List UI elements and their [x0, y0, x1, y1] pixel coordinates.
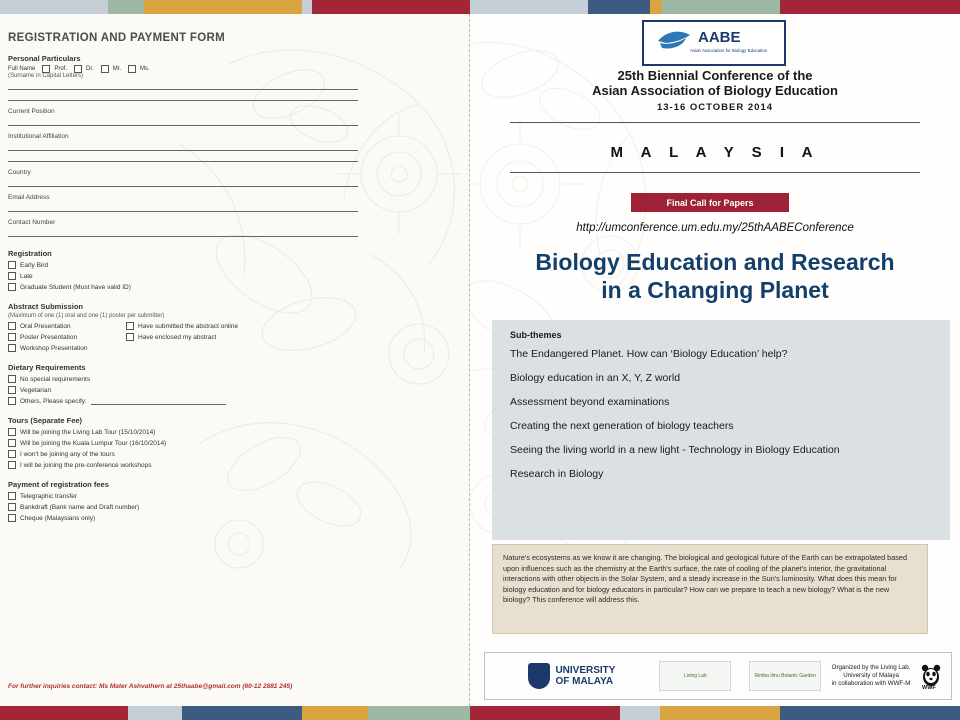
form-title: REGISTRATION AND PAYMENT FORM [8, 32, 225, 44]
fullname-hint: (Surname in Capital Letters) [8, 73, 84, 79]
country-input[interactable] [8, 177, 358, 187]
bottom-bar-3 [302, 706, 368, 720]
divider-top [510, 122, 920, 123]
subthemes-panel [492, 320, 950, 540]
current-position-input[interactable] [8, 116, 358, 126]
tour-option-none[interactable]: I won't be joining any of the tours [8, 450, 358, 458]
abstract-option-enclosed[interactable]: Have enclosed my abstract [126, 333, 216, 341]
top-bar-7 [650, 0, 662, 14]
aabe-logo [642, 20, 786, 66]
conference-title [490, 68, 940, 98]
email-input[interactable] [8, 202, 358, 212]
dietary-option-others[interactable]: Others. Please specify: [8, 397, 358, 405]
abstract-text: Nature's ecosystems as we know it are changing. The biological and geological future of the Earth can be extrapolated based upon influences such as the chemistry at the Earth's surface, the rate of cooling of the planet's interior, the gravitational interactions with other objects in the Solar System, and a steady increase in the Sun's luminosity. What does this mean for biology education and for biology educators in particular? How can we prepare to teach a new biology? What is the new biology? This conference will address this. [492, 544, 928, 634]
institutional-affiliation-input[interactable] [8, 141, 358, 151]
abstract-options-row-1 [8, 319, 358, 330]
organizer-line3: in collaboration with WWF-M [831, 680, 911, 687]
conference-title-line1: 25th Biennial Conference of the [617, 68, 813, 83]
section-heading-abstract: Abstract Submission [8, 302, 84, 311]
poster-panel [470, 14, 960, 706]
abstract-option-workshop[interactable]: Workshop Presentation [8, 344, 358, 352]
top-bar-0 [0, 0, 108, 14]
title-option-prof[interactable]: Prof. [42, 65, 67, 73]
tour-option-preconference-workshops[interactable]: I will be joining the pre-conference workshops [8, 461, 358, 469]
conference-url[interactable]: http://umconference.um.edu.my/25thAABEConference [576, 222, 854, 234]
section-heading-personal: Personal Particulars [8, 54, 81, 63]
organizer-line2: University of Malaya [843, 672, 899, 679]
divider-bottom [510, 172, 920, 173]
section-heading-tours: Tours (Separate Fee) [8, 416, 83, 425]
subtheme-item: Assessment beyond examinations [510, 396, 670, 408]
bottom-bar-8 [780, 706, 960, 720]
title-option-dr[interactable]: Dr. [74, 65, 94, 73]
top-bar-2 [144, 0, 302, 14]
sponsor-bar [484, 652, 952, 700]
payment-option-telegraphic[interactable]: Telegraphic transfer [8, 492, 358, 500]
university-of-malaya-logo [485, 653, 651, 699]
living-lab-logo [651, 653, 740, 699]
um-shield-icon [528, 663, 550, 689]
theme-line1: Biology Education and Research [535, 249, 895, 275]
tour-option-kuala-lumpur[interactable]: Will be joining the Kuala Lumpur Tour (16/10/2014) [8, 439, 358, 447]
top-bar-4 [312, 0, 470, 14]
section-heading-registration: Registration [8, 249, 52, 258]
section-heading-payment: Payment of registration fees [8, 480, 109, 489]
svg-text:WWF: WWF [922, 685, 937, 690]
top-bar-8 [662, 0, 780, 14]
wwf-logo [912, 653, 951, 699]
registration-form-panel [0, 14, 469, 706]
fullname-title-row [8, 65, 358, 73]
registration-option-graduate-student[interactable]: Graduate Student (Must have valid ID) [8, 283, 358, 291]
field-label-contact-number: Contact Number [8, 219, 56, 226]
organizer-credit [831, 653, 912, 699]
svg-text:AABE: AABE [698, 29, 741, 46]
fullname-input[interactable] [8, 80, 358, 90]
panda-icon [918, 662, 944, 690]
top-bar-6 [588, 0, 650, 14]
conference-title-line2: Asian Association of Biology Education [592, 83, 838, 98]
tour-option-living-lab[interactable]: Will be joining the Living Lab Tour (15/10/2014) [8, 428, 358, 436]
bottom-bar-2 [182, 706, 302, 720]
title-option-mr[interactable]: Mr. [101, 65, 121, 73]
theme-line2: in a Changing Planet [601, 277, 829, 303]
bottom-bar-6 [620, 706, 660, 720]
abstract-hint: (Maximum of one (1) oral and one (1) poster per submitter) [8, 313, 165, 319]
rimba-ilmu-mark: Rimba Ilmu Botanic Garden [749, 661, 821, 691]
title-option-ms[interactable]: Ms. [128, 65, 150, 73]
subtheme-item: Creating the next generation of biology teachers [510, 420, 734, 432]
abstract-option-oral[interactable]: Oral Presentation [8, 322, 126, 330]
top-bar-9 [780, 0, 960, 14]
registration-option-early-bird[interactable]: Early Bird [8, 261, 358, 269]
conference-date: 13-16 OCTOBER 2014 [656, 102, 774, 113]
fullname-label: Full Name [8, 66, 36, 72]
svg-text:Asian Association for Biology: Asian Association for Biology Education [690, 48, 768, 53]
abstract-option-poster[interactable]: Poster Presentation [8, 333, 126, 341]
contact-footer: For further inquiries contact: Ms Mater Ashvathern at 25thaabe@gmail.com (60-12 2881 245) [8, 683, 293, 690]
section-heading-dietary: Dietary Requirements [8, 363, 86, 372]
aabe-logo-graphic [650, 25, 778, 61]
payment-option-cheque[interactable]: Cheque (Malaysians only) [8, 514, 358, 522]
abstract-options-row-2 [8, 330, 358, 341]
rimba-ilmu-logo [740, 653, 831, 699]
registration-option-late[interactable]: Late [8, 272, 358, 280]
final-call-badge: Final Call for Papers [631, 193, 789, 212]
conference-theme [480, 248, 950, 304]
field-label-country: Country [8, 169, 31, 176]
conference-country: M A L A Y S I A [610, 144, 820, 161]
subtheme-item: Seeing the living world in a new light - Technology in Biology Education [510, 444, 840, 456]
living-lab-mark: Living Lab [659, 661, 731, 691]
subtheme-item: Research in Biology [510, 468, 604, 480]
fullname-input-2[interactable] [8, 91, 358, 101]
organizer-line1: Organized by the Living Lab, [831, 664, 911, 671]
top-bar-3 [302, 0, 312, 14]
university-of-malaya-text: UNIVERSITY OF MALAYA [555, 665, 616, 687]
subtheme-item: Biology education in an X, Y, Z world [510, 372, 681, 384]
payment-option-bankdraft[interactable]: Bankdraft (Bank name and Draft number) [8, 503, 358, 511]
abstract-option-submitted-online[interactable]: Have submitted the abstract online [126, 322, 238, 330]
dietary-option-none[interactable]: No special requirements [8, 375, 358, 383]
dietary-others-input[interactable] [91, 398, 226, 405]
institutional-affiliation-input-2[interactable] [8, 152, 358, 162]
subthemes-heading: Sub-themes [510, 330, 562, 340]
top-bar-1 [108, 0, 144, 14]
bottom-bar-4 [368, 706, 470, 720]
dietary-option-vegetarian[interactable]: Vegetarian [8, 386, 358, 394]
subtheme-item: The Endangered Planet. How can ‘Biology Education’ help? [510, 348, 788, 360]
bottom-bar-5 [470, 706, 620, 720]
bottom-bar-1 [128, 706, 182, 720]
bottom-bar-0 [0, 706, 128, 720]
field-label-current-position: Current Position [8, 108, 55, 115]
contact-number-input[interactable] [8, 227, 358, 237]
top-bar-5 [470, 0, 588, 14]
bottom-bar-7 [660, 706, 780, 720]
field-label-institutional-affiliation: Institutional Affiliation [8, 133, 69, 140]
field-label-email: Email Address [8, 194, 50, 201]
